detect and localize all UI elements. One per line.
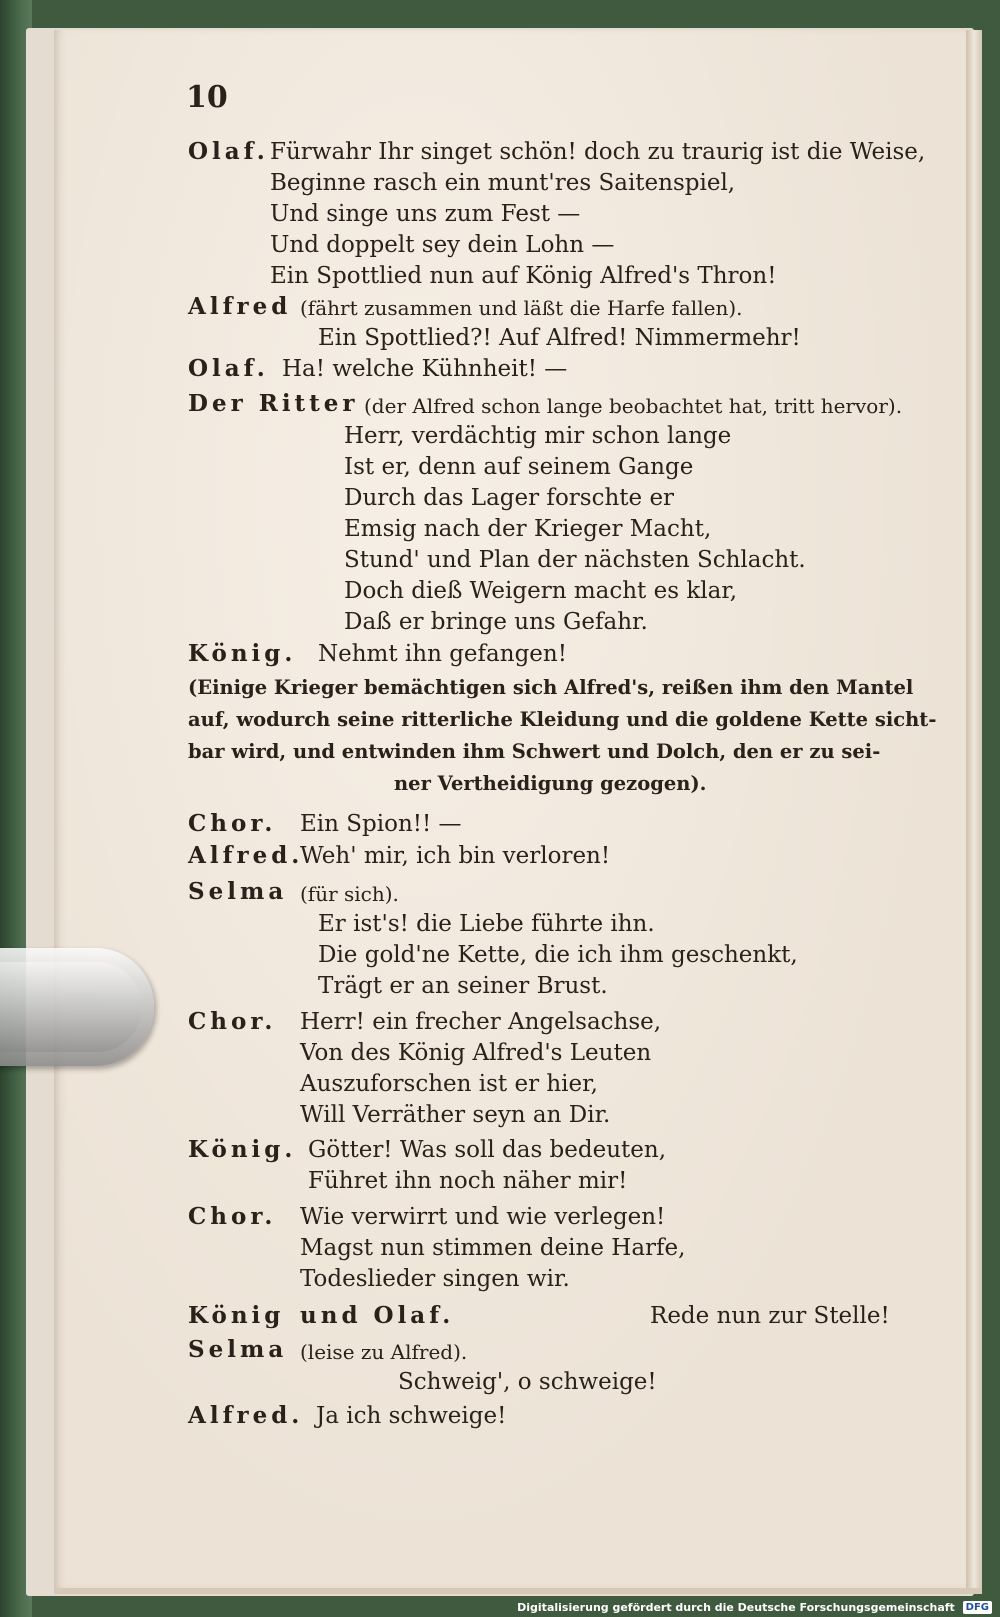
stage-paragraph-line: auf, wodurch seine ritterliche Kleidung und die goldene Kette sicht-	[188, 708, 937, 731]
speaker-alfred: Alfred	[188, 293, 292, 320]
speaker-koenig: König.	[188, 1136, 297, 1163]
verse-line: Ja ich schweige!	[316, 1403, 507, 1429]
speaker-koenig-und-olaf: und Olaf.	[300, 1302, 455, 1329]
verse-line: Herr! ein frecher Angelsachse,	[300, 1009, 662, 1035]
verse-line: Beginne rasch ein munt'res Saitenspiel,	[270, 170, 736, 196]
verse-line: Führet ihn noch näher mir!	[308, 1168, 628, 1194]
verse-line: Nehmt ihn gefangen!	[318, 641, 567, 667]
verse-line: Und doppelt sey dein Lohn —	[270, 232, 615, 258]
speaker-selma: Selma	[188, 878, 288, 905]
stage-paragraph-line: (Einige Krieger bemächtigen sich Alfred's, reißen ihm den Mantel	[188, 676, 914, 699]
speaker-chor: Chor.	[188, 810, 277, 837]
speaker-koenig: König	[188, 1302, 285, 1329]
speaker-olaf: Olaf.	[188, 138, 269, 165]
stage-direction: (leise zu Alfred).	[300, 1340, 468, 1364]
footer-credit	[517, 1598, 992, 1617]
verse-line: Magst nun stimmen deine Harfe,	[300, 1235, 686, 1261]
verse-line: Herr, verdächtig mir schon lange	[344, 423, 732, 449]
verse-line: Ein Spottlied?! Auf Alfred! Nimmermehr!	[318, 325, 801, 351]
verse-line: Durch das Lager forschte er	[344, 485, 675, 511]
verse-line: Und singe uns zum Fest —	[270, 201, 581, 227]
stage-direction: (fährt zusammen und läßt die Harfe fallen).	[300, 296, 743, 320]
verse-line: Stund' und Plan der nächsten Schlacht.	[344, 547, 806, 573]
verse-line: Fürwahr Ihr singet schön! doch zu traurig ist die Weise,	[270, 139, 926, 165]
speaker-ritter: Der Ritter	[188, 390, 359, 417]
page-number: 10	[186, 80, 228, 115]
verse-line: Rede nun zur Stelle!	[650, 1303, 890, 1329]
verse-line: Schweig', o schweige!	[398, 1369, 657, 1395]
stage-direction: (der Alfred schon lange beobachtet hat, tritt hervor).	[364, 394, 903, 418]
speaker-koenig: König.	[188, 640, 297, 667]
verse-line: Todeslieder singen wir.	[300, 1266, 570, 1292]
verse-line: Von des König Alfred's Leuten	[300, 1040, 652, 1066]
speaker-chor: Chor.	[188, 1008, 277, 1035]
verse-line: Doch dieß Weigern macht es klar,	[344, 578, 738, 604]
dfg-logo: DFG	[963, 1601, 992, 1614]
verse-line: Ist er, denn auf seinem Gange	[344, 454, 694, 480]
verse-line: Ein Spottlied nun auf König Alfred's Thron!	[270, 263, 777, 289]
speaker-alfred: Alfred.	[188, 1402, 304, 1429]
speaker-selma: Selma	[188, 1336, 288, 1363]
stage-direction: (für sich).	[300, 882, 399, 906]
verse-line: Ha! welche Kühnheit! —	[282, 356, 568, 382]
verse-line: Auszuforschen ist er hier,	[300, 1071, 598, 1097]
funding-credit: Digitalisierung gefördert durch die Deutsche Forschungsgemeinschaft	[517, 1601, 955, 1614]
verse-line: Er ist's! die Liebe führte ihn.	[318, 911, 655, 937]
speaker-olaf: Olaf.	[188, 355, 269, 382]
verse-line: Wie verwirrt und wie verlegen!	[300, 1204, 666, 1230]
verse-line: Daß er bringe uns Gefahr.	[344, 609, 648, 635]
speaker-alfred: Alfred.	[188, 842, 304, 869]
verse-line: Die gold'ne Kette, die ich ihm geschenkt,	[318, 942, 798, 968]
verse-line: Trägt er an seiner Brust.	[318, 973, 608, 999]
verse-line: Ein Spion!! —	[300, 811, 462, 837]
verse-line: Will Verräther seyn an Dir.	[300, 1102, 611, 1128]
verse-line: Götter! Was soll das bedeuten,	[308, 1137, 667, 1163]
verse-line: Weh' mir, ich bin verloren!	[300, 843, 611, 869]
page-clip-highlight	[0, 962, 142, 1052]
verse-line: Emsig nach der Krieger Macht,	[344, 516, 712, 542]
stage-paragraph-line: bar wird, und entwinden ihm Schwert und Dolch, den er zu sei-	[188, 740, 881, 763]
stage-paragraph-line: ner Vertheidigung gezogen).	[394, 772, 707, 795]
speaker-chor: Chor.	[188, 1203, 277, 1230]
